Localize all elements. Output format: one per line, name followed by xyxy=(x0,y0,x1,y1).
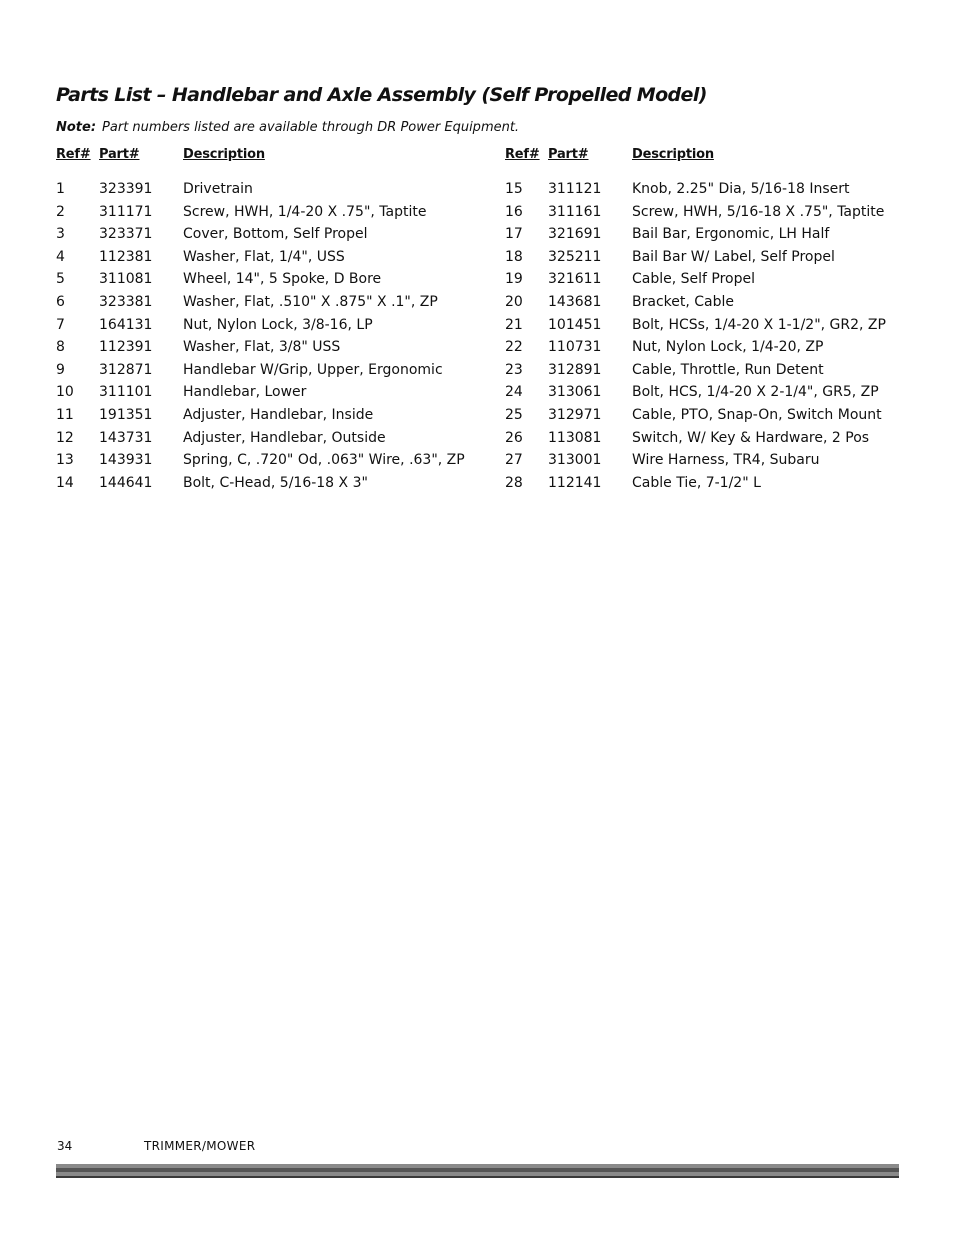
table-row xyxy=(505,291,886,314)
description-cell: Adjuster, Handlebar, Outside xyxy=(183,429,386,446)
ref-cell: 28 xyxy=(505,474,523,491)
description-cell: Drivetrain xyxy=(183,181,253,197)
description-cell: Screw, HWH, 5/16-18 X .75", Taptite xyxy=(632,203,885,220)
part-number-cell: 191351 xyxy=(99,406,153,423)
part-number-cell: 313001 xyxy=(548,452,602,469)
ref-cell: 6 xyxy=(56,293,65,310)
description-cell: Cable Tie, 7-1/2" L xyxy=(632,474,761,491)
header-ref: Ref# xyxy=(505,147,540,162)
ref-cell: 20 xyxy=(505,293,523,310)
part-number-cell: 112381 xyxy=(99,248,153,265)
ref-cell: 7 xyxy=(56,316,65,333)
table-row xyxy=(505,268,886,291)
ref-cell: 5 xyxy=(56,271,65,288)
ref-cell: 21 xyxy=(505,316,523,333)
part-number-cell: 143931 xyxy=(99,452,153,469)
table-row xyxy=(56,201,465,224)
table-row xyxy=(505,427,886,450)
part-number-cell: 312891 xyxy=(548,361,602,378)
part-number-cell: 164131 xyxy=(99,316,153,333)
part-number-cell: 101451 xyxy=(548,316,602,333)
table-row xyxy=(56,449,465,472)
description-cell: Knob, 2.25" Dia, 5/16-18 Insert xyxy=(632,181,850,197)
ref-cell: 18 xyxy=(505,248,523,265)
table-row xyxy=(505,449,886,472)
ref-cell: 26 xyxy=(505,429,523,446)
ref-cell: 1 xyxy=(56,181,65,197)
part-number-cell: 312871 xyxy=(99,361,153,378)
note-label: Note: xyxy=(56,120,97,135)
table-row xyxy=(56,427,465,450)
description-cell: Nut, Nylon Lock, 1/4-20, ZP xyxy=(632,339,824,356)
ref-cell: 12 xyxy=(56,429,74,446)
part-number-cell: 323391 xyxy=(99,181,153,197)
header-description: Description xyxy=(632,147,714,162)
ref-cell: 11 xyxy=(56,406,74,423)
description-cell: Cable, PTO, Snap-On, Switch Mount xyxy=(632,406,882,423)
page-title: Parts List – Handlebar and Axle Assembly (Self Propelled Model) xyxy=(56,84,707,106)
ref-cell: 10 xyxy=(56,384,74,401)
table-row xyxy=(505,359,886,382)
ref-cell: 27 xyxy=(505,452,523,469)
table-row xyxy=(505,314,886,337)
description-cell: Handlebar W/Grip, Upper, Ergonomic xyxy=(183,361,443,378)
part-number-cell: 313061 xyxy=(548,384,602,401)
part-number-cell: 323381 xyxy=(99,293,153,310)
header-ref: Ref# xyxy=(56,147,91,162)
ref-cell: 3 xyxy=(56,226,65,243)
ref-cell: 16 xyxy=(505,203,523,220)
note xyxy=(56,120,519,135)
note-text: Part numbers listed are available through DR Power Equipment. xyxy=(102,120,520,135)
ref-cell: 25 xyxy=(505,406,523,423)
description-cell: Cover, Bottom, Self Propel xyxy=(183,226,368,243)
table-header xyxy=(56,147,465,167)
ref-cell: 13 xyxy=(56,452,74,469)
footer-rule-stripe xyxy=(56,1168,899,1172)
description-cell: Bail Bar, Ergonomic, LH Half xyxy=(632,226,830,243)
description-cell: Wire Harness, TR4, Subaru xyxy=(632,452,820,469)
table-header xyxy=(505,147,886,167)
header-part: Part# xyxy=(99,147,140,162)
description-cell: Washer, Flat, 3/8" USS xyxy=(183,339,341,356)
part-number-cell: 311101 xyxy=(99,384,153,401)
table-row xyxy=(505,201,886,224)
table-row xyxy=(505,336,886,359)
description-cell: Cable, Self Propel xyxy=(632,271,756,288)
parts-table-right xyxy=(505,147,886,494)
description-cell: Bolt, C-Head, 5/16-18 X 3" xyxy=(183,474,368,491)
description-cell: Nut, Nylon Lock, 3/8-16, LP xyxy=(183,316,373,333)
table-row xyxy=(56,223,465,246)
part-number-cell: 311081 xyxy=(99,271,153,288)
description-cell: Handlebar, Lower xyxy=(183,384,307,401)
description-cell: Wheel, 14", 5 Spoke, D Bore xyxy=(183,271,382,288)
table-row xyxy=(505,246,886,269)
table-body xyxy=(56,178,465,494)
table-row xyxy=(56,268,465,291)
part-number-cell: 112391 xyxy=(99,339,153,356)
description-cell: Washer, Flat, 1/4", USS xyxy=(183,248,345,265)
table-row xyxy=(505,178,886,201)
description-cell: Switch, W/ Key & Hardware, 2 Pos xyxy=(632,429,870,446)
ref-cell: 8 xyxy=(56,339,65,356)
table-row xyxy=(505,472,886,495)
table-row xyxy=(56,178,465,201)
ref-cell: 23 xyxy=(505,361,523,378)
table-row xyxy=(56,246,465,269)
table-row xyxy=(56,472,465,495)
parts-table-left xyxy=(56,147,465,494)
part-number-cell: 311171 xyxy=(99,203,153,220)
table-row xyxy=(505,381,886,404)
ref-cell: 9 xyxy=(56,361,65,378)
part-number-cell: 311121 xyxy=(548,181,602,197)
part-number-cell: 144641 xyxy=(99,474,153,491)
description-cell: Cable, Throttle, Run Detent xyxy=(632,361,824,378)
part-number-cell: 312971 xyxy=(548,406,602,423)
ref-cell: 19 xyxy=(505,271,523,288)
page-number: 34 xyxy=(57,1139,73,1153)
header-part: Part# xyxy=(548,147,589,162)
description-cell: Washer, Flat, .510" X .875" X .1", ZP xyxy=(183,293,438,310)
part-number-cell: 321611 xyxy=(548,271,602,288)
table-row xyxy=(56,291,465,314)
part-number-cell: 110731 xyxy=(548,339,602,356)
header-description: Description xyxy=(183,147,265,162)
ref-cell: 14 xyxy=(56,474,74,491)
footer-section: TRIMMER/MOWER xyxy=(144,1139,256,1153)
table-row xyxy=(505,404,886,427)
description-cell: Adjuster, Handlebar, Inside xyxy=(183,406,374,423)
part-number-cell: 112141 xyxy=(548,474,602,491)
description-cell: Spring, C, .720" Od, .063" Wire, .63", ZP xyxy=(183,452,465,469)
description-cell: Screw, HWH, 1/4-20 X .75", Taptite xyxy=(183,203,427,220)
ref-cell: 4 xyxy=(56,248,65,265)
part-number-cell: 321691 xyxy=(548,226,602,243)
table-row xyxy=(56,336,465,359)
table-row xyxy=(56,359,465,382)
table-body xyxy=(505,178,886,494)
table-row xyxy=(56,404,465,427)
part-number-cell: 143731 xyxy=(99,429,153,446)
description-cell: Bail Bar W/ Label, Self Propel xyxy=(632,248,835,265)
ref-cell: 17 xyxy=(505,226,523,243)
description-cell: Bracket, Cable xyxy=(632,293,734,310)
ref-cell: 22 xyxy=(505,339,523,356)
table-row xyxy=(56,314,465,337)
part-number-cell: 143681 xyxy=(548,293,602,310)
ref-cell: 2 xyxy=(56,203,65,220)
description-cell: Bolt, HCS, 1/4-20 X 2-1/4", GR5, ZP xyxy=(632,384,879,401)
part-number-cell: 311161 xyxy=(548,203,602,220)
table-row xyxy=(505,223,886,246)
table-row xyxy=(56,381,465,404)
part-number-cell: 323371 xyxy=(99,226,153,243)
footer-rule xyxy=(56,1164,899,1178)
description-cell: Bolt, HCSs, 1/4-20 X 1-1/2", GR2, ZP xyxy=(632,316,886,333)
ref-cell: 24 xyxy=(505,384,523,401)
ref-cell: 15 xyxy=(505,181,523,197)
part-number-cell: 325211 xyxy=(548,248,602,265)
part-number-cell: 113081 xyxy=(548,429,602,446)
